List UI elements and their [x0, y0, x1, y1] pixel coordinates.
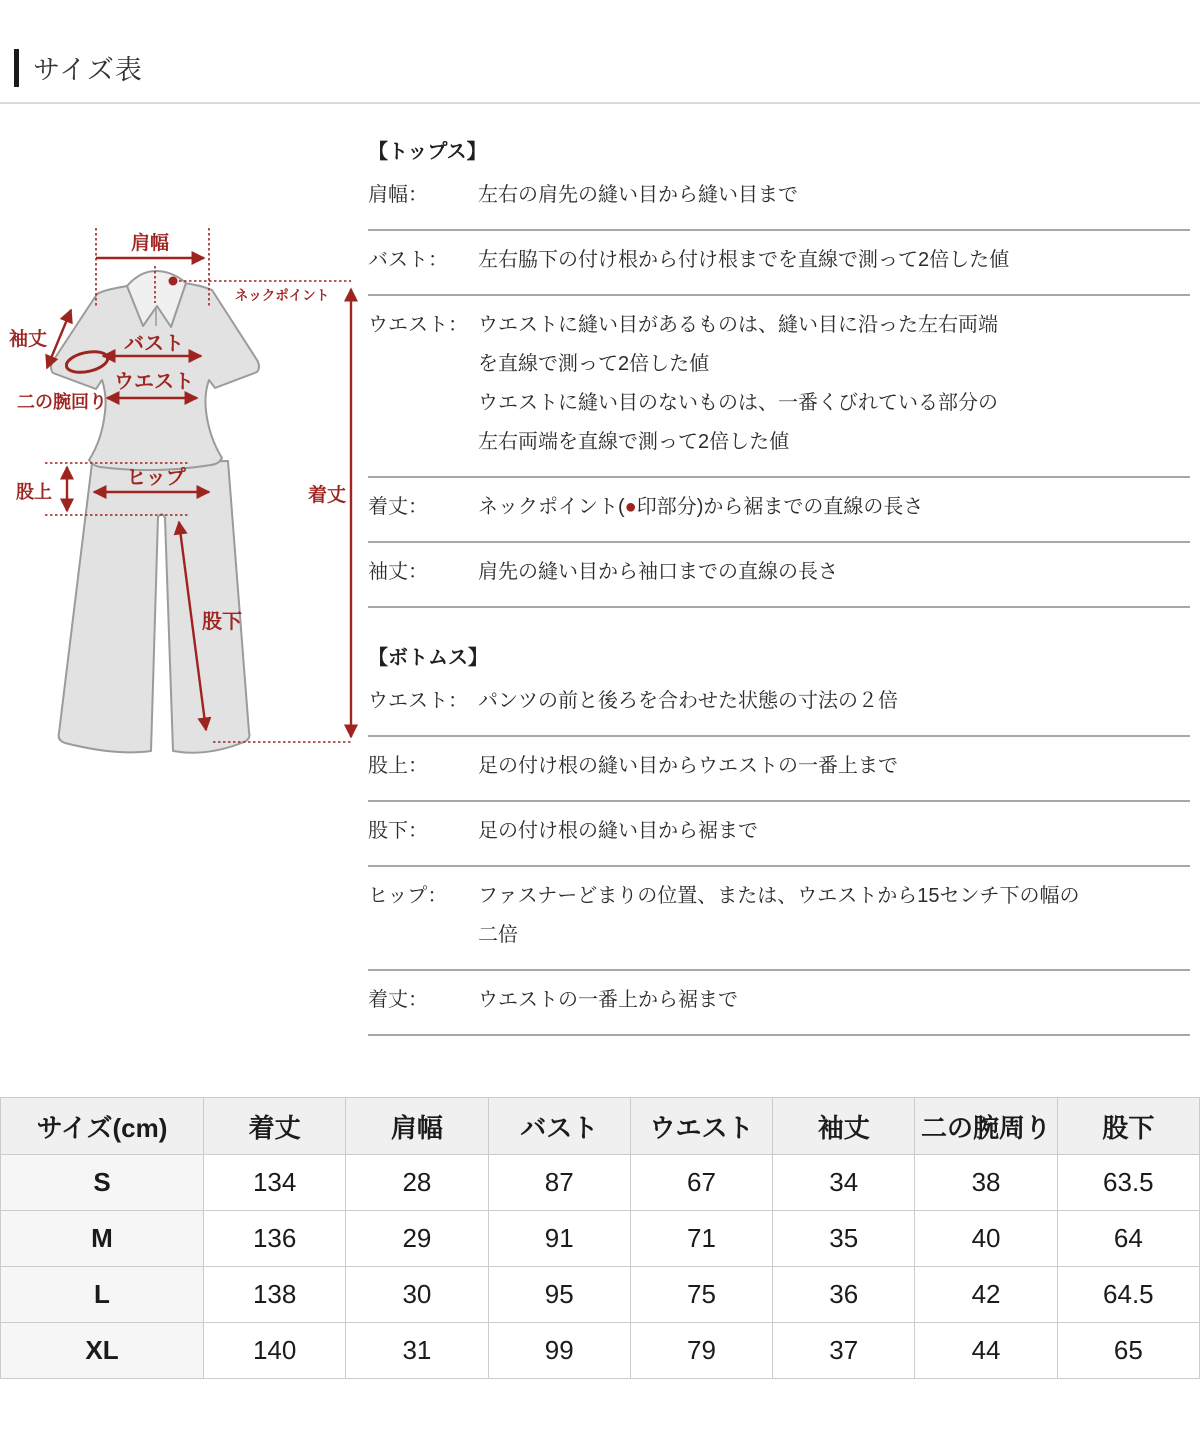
def-text: ウエストに縫い目があるものは、縫い目に沿った左右両端 — [478, 314, 998, 336]
page-header — [0, 0, 1200, 104]
hip-label: ヒップ — [126, 467, 186, 489]
sleeve-length-label: 袖丈 — [8, 329, 48, 350]
def-text: 左右両端を直線で測って2倍した値 — [478, 431, 790, 453]
def-text: 足の付け根の縫い目から裾まで — [478, 820, 758, 842]
size-cell: M — [1, 1211, 204, 1267]
value-cell: 29 — [346, 1211, 488, 1267]
value-cell: 28 — [346, 1155, 488, 1211]
def-text: を直線で測って2倍した値 — [478, 353, 710, 375]
value-cell: 87 — [488, 1155, 630, 1211]
def-term: 股上： — [368, 755, 428, 777]
value-cell: 95 — [488, 1267, 630, 1323]
def-term: 着丈： — [368, 989, 428, 1011]
tops-heading: 【トップス】 — [368, 141, 487, 163]
value-cell: 40 — [915, 1211, 1057, 1267]
def-text — [478, 494, 1190, 521]
def-desc — [478, 182, 1190, 209]
def-desc — [478, 559, 1190, 586]
shoulder-width-label: 肩幅 — [130, 233, 170, 254]
upper-arm-label: 二の腕回り — [17, 392, 107, 412]
col-header-length: 着丈 — [204, 1098, 346, 1155]
value-cell: 38 — [915, 1155, 1057, 1211]
rise-label: 股上 — [16, 482, 52, 502]
def-row-sleeve — [368, 543, 1190, 608]
def-text: 足の付け根の縫い目からウエストの一番上まで — [478, 755, 898, 777]
def-text: 左右脇下の付け根から付け根までを直線で測って2倍した値 — [478, 249, 1010, 271]
def-desc — [478, 987, 1190, 1014]
value-cell: 67 — [630, 1155, 772, 1211]
table-row-xl — [1, 1323, 1200, 1379]
col-header-bust: バスト — [488, 1098, 630, 1155]
def-row-shoulder — [368, 166, 1190, 231]
title-wrap — [14, 48, 143, 87]
def-desc — [478, 688, 1190, 715]
value-cell: 36 — [773, 1267, 915, 1323]
def-row-waist-bottom — [368, 672, 1190, 737]
bottoms-heading: 【ボトムス】 — [368, 647, 488, 669]
def-desc — [478, 883, 1190, 949]
value-cell: 134 — [204, 1155, 346, 1211]
neck-point-mark: ● — [624, 496, 637, 518]
def-term: 肩幅： — [368, 184, 428, 206]
title-accent-bar — [14, 49, 19, 87]
def-term: 股下： — [368, 820, 428, 842]
col-header-sleeve: 袖丈 — [773, 1098, 915, 1155]
def-row-rise — [368, 737, 1190, 802]
size-cell: S — [1, 1155, 204, 1211]
table-row-m — [1, 1211, 1200, 1267]
def-term: ウエスト： — [368, 314, 468, 336]
value-cell: 44 — [915, 1323, 1057, 1379]
value-cell: 71 — [630, 1211, 772, 1267]
def-term: ヒップ： — [368, 885, 448, 907]
def-text-post: 印部分)から裾までの直線の長さ — [636, 496, 924, 518]
size-cell: XL — [1, 1323, 204, 1379]
def-text: パンツの前と後ろを合わせた状態の寸法の２倍 — [478, 690, 898, 712]
def-desc — [478, 818, 1190, 845]
size-table — [0, 1097, 1200, 1379]
size-cell: L — [1, 1267, 204, 1323]
table-row-l — [1, 1267, 1200, 1323]
col-header-upper-arm: 二の腕周り — [915, 1098, 1057, 1155]
inseam-label: 股下 — [202, 611, 242, 633]
page-title: サイズ表 — [33, 55, 143, 85]
value-cell: 79 — [630, 1323, 772, 1379]
col-header-size: サイズ(cm) — [1, 1098, 204, 1155]
measurement-diagram — [0, 140, 368, 1060]
pants-shape — [59, 461, 250, 753]
value-cell: 64 — [1057, 1211, 1199, 1267]
table-row-s — [1, 1155, 1200, 1211]
value-cell: 65 — [1057, 1323, 1199, 1379]
bust-label: バスト — [124, 333, 184, 355]
def-text-pre: ネックポイント( — [478, 496, 625, 518]
measurement-definitions — [368, 138, 1190, 1036]
value-cell: 136 — [204, 1211, 346, 1267]
value-cell: 34 — [773, 1155, 915, 1211]
value-cell: 91 — [488, 1211, 630, 1267]
def-row-hip — [368, 867, 1190, 971]
def-row-inseam — [368, 802, 1190, 867]
def-row-waist-top — [368, 296, 1190, 478]
value-cell: 42 — [915, 1267, 1057, 1323]
def-desc — [478, 312, 1190, 456]
waist-label: ウエスト — [114, 371, 194, 393]
neck-point-dot — [169, 277, 178, 286]
value-cell: 31 — [346, 1323, 488, 1379]
value-cell: 35 — [773, 1211, 915, 1267]
col-header-waist: ウエスト — [630, 1098, 772, 1155]
col-header-inseam: 股下 — [1057, 1098, 1199, 1155]
length-label: 着丈 — [307, 485, 347, 506]
def-desc — [478, 247, 1190, 274]
def-text: ウエストの一番上から裾まで — [478, 989, 738, 1011]
def-text: 左右の肩先の縫い目から縫い目まで — [478, 184, 798, 206]
def-row-bust — [368, 231, 1190, 296]
def-text: 二倍 — [478, 924, 518, 946]
def-term: バスト： — [368, 249, 448, 271]
size-table-header-row — [1, 1098, 1200, 1155]
value-cell: 75 — [630, 1267, 772, 1323]
def-term: 袖丈： — [368, 561, 428, 583]
def-desc — [478, 753, 1190, 780]
def-term: ウエスト： — [368, 690, 468, 712]
def-text: ファスナーどまりの位置、または、ウエストから15センチ下の幅の — [478, 885, 1080, 907]
def-desc — [478, 494, 1190, 521]
def-text: 肩先の縫い目から袖口までの直線の長さ — [478, 561, 838, 583]
value-cell: 138 — [204, 1267, 346, 1323]
value-cell: 30 — [346, 1267, 488, 1323]
def-row-length-top — [368, 478, 1190, 543]
value-cell: 140 — [204, 1323, 346, 1379]
col-header-shoulder: 肩幅 — [346, 1098, 488, 1155]
value-cell: 37 — [773, 1323, 915, 1379]
value-cell: 99 — [488, 1323, 630, 1379]
def-row-length-bottom — [368, 971, 1190, 1036]
value-cell: 64.5 — [1057, 1267, 1199, 1323]
value-cell: 63.5 — [1057, 1155, 1199, 1211]
def-term: 着丈： — [368, 496, 428, 518]
neck-point-label: ネックポイント — [234, 288, 330, 303]
def-text: ウエストに縫い目のないものは、一番くびれている部分の — [478, 392, 998, 414]
